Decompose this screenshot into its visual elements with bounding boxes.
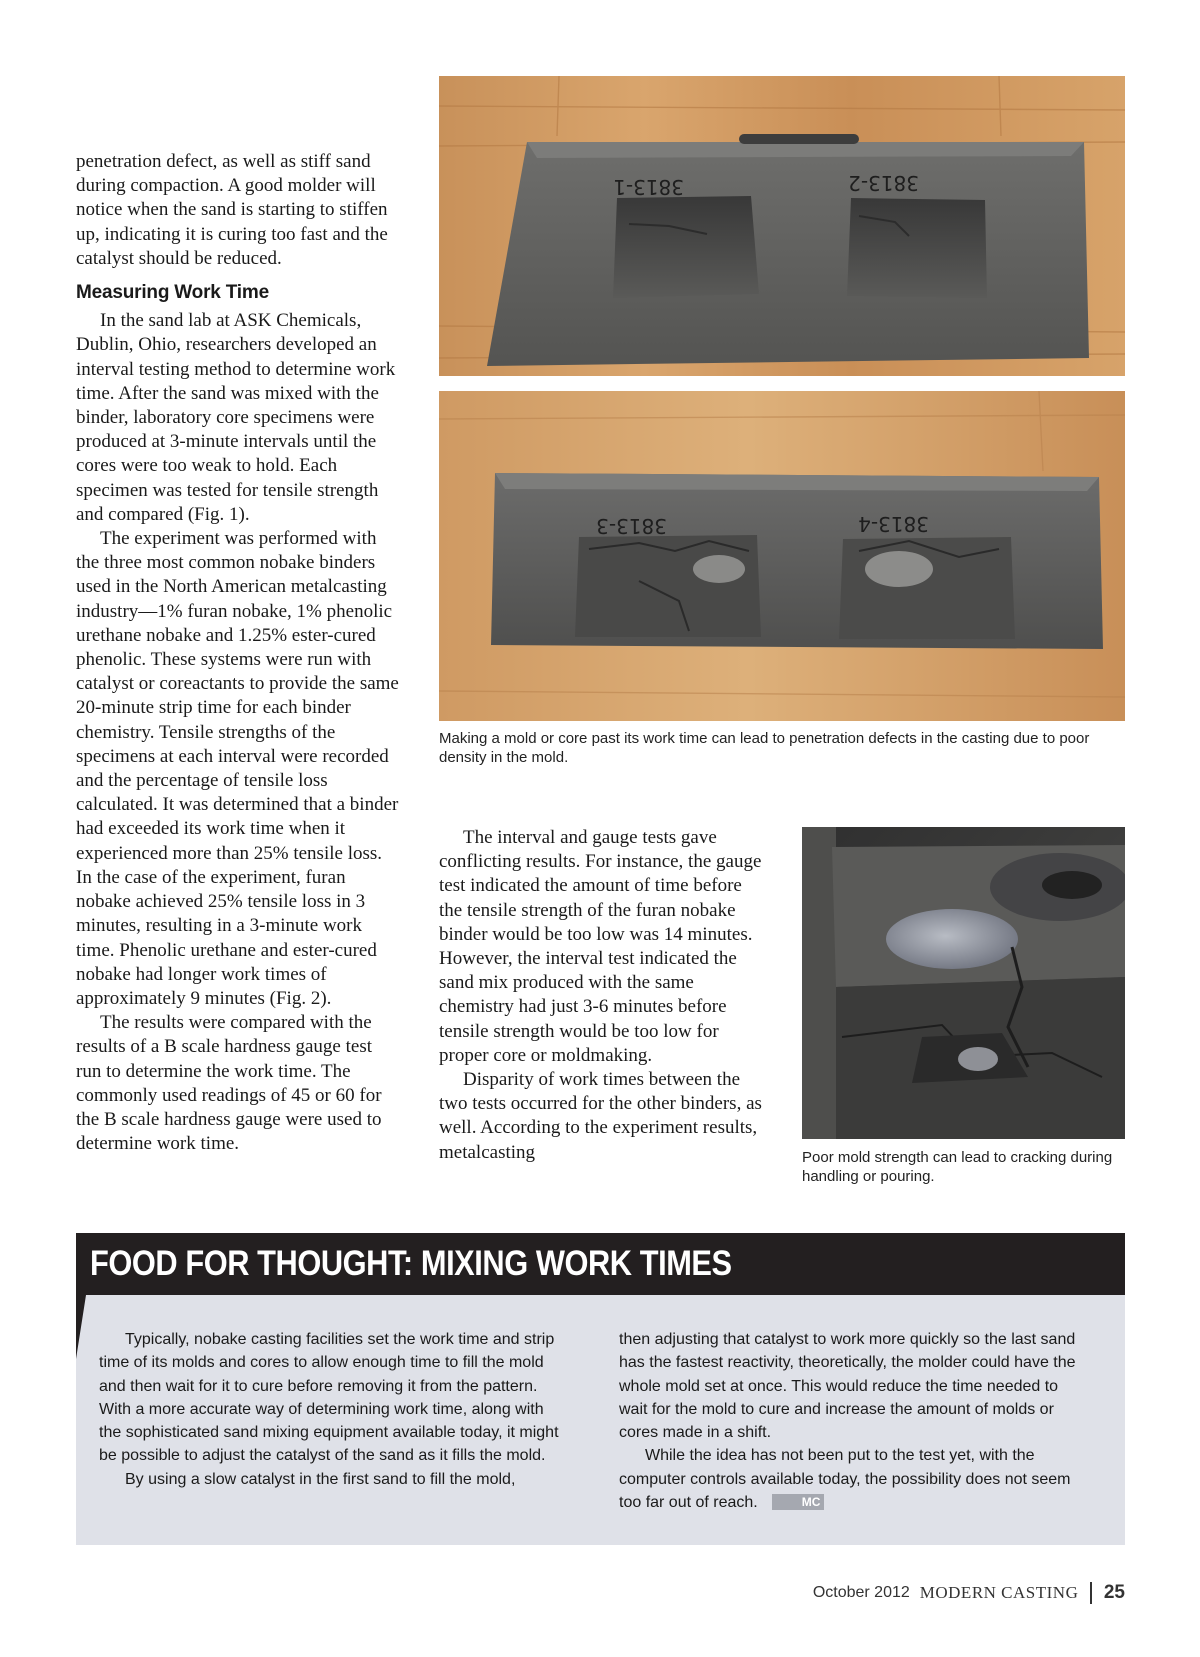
end-mark: MC [772, 1494, 825, 1510]
sidebar-paragraph: Typically, nobake casting facilities set the work time and strip time of its molds and cores to allow enough time to fill the mold and then wait for it to cure before removing it from the pattern. With a more accurate way of determining work time, along with the sophisticated sand mixing equipment available today, it might be possible to adjust the catalyst of the sand as it fills the mold. [99, 1331, 559, 1465]
sidebar-title: FOOD FOR THOUGHT: MIXING WORK TIMES [90, 1244, 732, 1283]
sidebar-paragraph: By using a slow catalyst in the first sand to fill the mold, [125, 1470, 516, 1488]
issue-date: October 2012 [812, 1584, 910, 1601]
specimen-label: 3813-2 [848, 171, 919, 195]
mold-photo-top [439, 76, 1125, 376]
section-heading: Measuring Work Time [76, 282, 269, 304]
body-paragraph: The results were compared with the results of a B scale hardness gauge test run to determine the work time. The commonly used readings of 45 or 60 for the B scale hardness gauge were used to determine work time. [76, 1012, 382, 1155]
photo-caption: Making a mold or core past its work time can lead to penetration defects in the casting due to poor density in the mold. [439, 730, 1090, 766]
sidebar-paragraph [619, 1444, 1084, 1514]
sidebar-box [76, 1233, 1125, 1545]
cracked-mold-photo [802, 827, 1125, 1139]
photo-caption: Poor mold strength can lead to cracking during handling or pouring. [802, 1149, 1113, 1185]
specimen-label: 3813-4 [858, 512, 929, 536]
body-paragraph: The interval and gauge tests gave conflicting results. For instance, the gauge test indicated the amount of time before the tensile strength of the furan nobake binder would be too low was 14 minutes. However, the interval test indicated the sand mix produced with the same chemistry had just 3-6 minutes before tensile strength would be too low for proper core or moldmaking. [439, 827, 762, 1066]
middle-article-column [439, 826, 769, 1165]
magazine-name: MODERN CASTING [919, 1583, 1079, 1602]
left-article-column [76, 150, 401, 1156]
sidebar-column-right [619, 1328, 1084, 1514]
body-paragraph: penetration defect, as well as stiff sand during compaction. A good molder will notice when the sand is starting to stiffen up, indicating it is curing too fast and the catalyst should be reduced. [76, 151, 388, 269]
sidebar-header-tab [76, 1295, 86, 1359]
specimen-label: 3813-3 [596, 514, 667, 538]
footer-divider [1090, 1582, 1092, 1604]
body-paragraph: Disparity of work times between the two tests occurred for the other binders, as well. According to the experiment results, metalcasting [439, 1069, 762, 1163]
sidebar-header [76, 1233, 1125, 1295]
body-paragraph: The experiment was performed with the three most common nobake binders used in the North American metalcasting industry—1% furan nobake, 1% phenolic urethane nobake and 1.25% ester-cured phenolic. These systems were run with catalyst or coreactants to provide the same 20-minute strip time for each binder chemistry. Tensile strengths of the specimens at each interval were recorded and the percentage of tensile loss calculated. It was determined that a binder had exceeded its work time when it experienced more than 25% tensile loss. In the case of the experiment, furan nobake achieved 25% tensile loss in 3 minutes, resulting in a 3-minute work time. Phenolic urethane and ester-cured nobake had longer work times of approximately 9 minutes (Fig. 2). [76, 528, 399, 1009]
body-paragraph: In the sand lab at ASK Chemicals, Dublin, Ohio, researchers developed an interval testing method to determine work time. After the sand was mixed with the binder, laboratory core specimens were produced at 3-minute intervals until the cores were too weak to hold. Each specimen was tested for tensile strength and compared (Fig. 1). [76, 310, 396, 525]
specimen-label: 3813-1 [613, 175, 684, 199]
page-footer [813, 1582, 1125, 1604]
page-number: 25 [1103, 1582, 1125, 1603]
sidebar-paragraph: then adjusting that catalyst to work more quickly so the last sand has the fastest reactivity, theoretically, the molder could have the whole mold set at once. This would reduce the time needed to wait for the mold to cure and increase the amount of molds or cores made in a shift. [619, 1331, 1076, 1442]
mold-photo-bottom [439, 391, 1125, 721]
sidebar-paragraph-text: While the idea has not been put to the test yet, with the computer controls available today, the possibility does not seem too far out of reach. [619, 1447, 1071, 1512]
sidebar-column-left [99, 1328, 564, 1491]
